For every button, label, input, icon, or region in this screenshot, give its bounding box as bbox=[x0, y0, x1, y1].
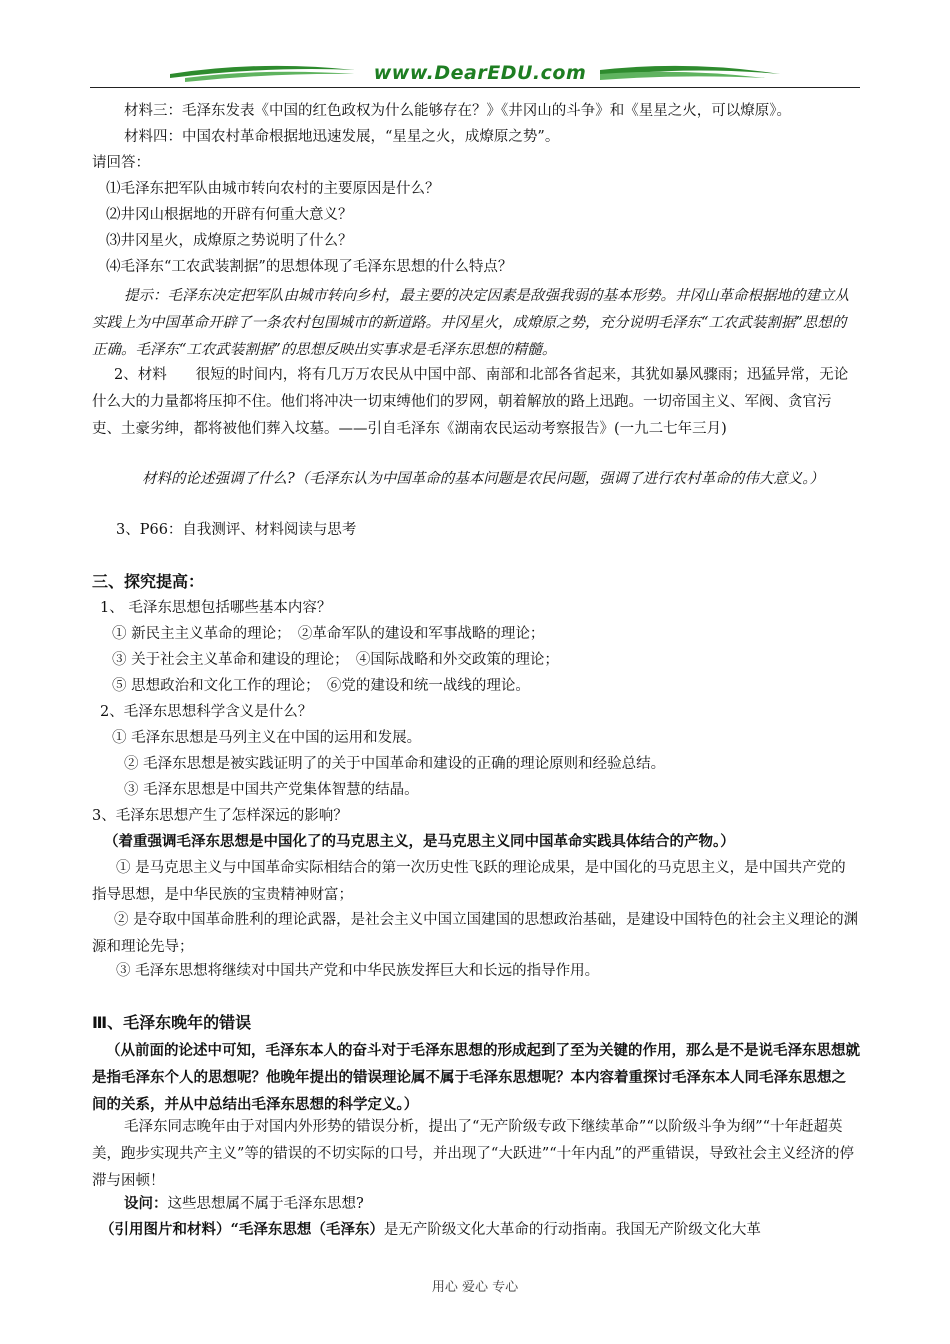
section-4-last-line bbox=[100, 1219, 761, 1241]
question-1: ⑴毛泽东把军队由城市转向农村的主要原因是什么？ bbox=[106, 181, 440, 197]
item-3: 3、P66：自我测评、材料阅读与思考 bbox=[116, 522, 357, 538]
page-footer: 用心 爱心 专心 bbox=[431, 1280, 519, 1295]
last-line-rest: 是无产阶级文化大革命的行动指南。我国无产阶级文化大革 bbox=[383, 1222, 761, 1238]
ask-label: 请回答： bbox=[92, 155, 150, 171]
s3-q1-line-2: ③ 关于社会主义革命和建设的理论； ④国际战略和外交政策的理论； bbox=[112, 652, 559, 668]
section-3-title: 三、探究提高： bbox=[92, 572, 205, 591]
s3-q1: 1、 毛泽东思想包括哪些基本内容？ bbox=[100, 600, 332, 616]
question-4: ⑷毛泽东“工农武装割据”的思想体现了毛泽东思想的什么特点？ bbox=[106, 259, 513, 275]
section-4-intro: （从前面的论述中可知，毛泽东本人的奋斗对于毛泽东思想的形成起到了至为关键的作用，那么是不是说毛泽东思想就是指毛泽东个人的思想呢？他晚年提出的错误理论属不属于毛泽东思想呢？本内容着重探讨毛泽东本人同毛泽东思想之间的关系，并从中总结出毛泽东思想的科学定义。） bbox=[92, 1042, 860, 1113]
last-line-bold: （引用图片和材料）“毛泽东思想（毛泽东） bbox=[100, 1221, 384, 1238]
header-rule bbox=[90, 87, 860, 88]
question-2: ⑵井冈山根据地的开辟有何重大意义？ bbox=[106, 207, 353, 223]
material-2-question: 材料的论述强调了什么?（毛泽东认为中国革命的基本问题是农民问题，强调了进行农村革命的伟大意义。） bbox=[142, 471, 825, 487]
s3-q2-line-3: ③ 毛泽东思想是中国共产党集体智慧的结晶。 bbox=[124, 782, 419, 798]
s3-q2-line-1: ① 毛泽东思想是马列主义在中国的运用和发展。 bbox=[112, 730, 422, 746]
s3-q1-line-3: ⑤ 思想政治和文化工作的理论； ⑥党的建设和统一战线的理论。 bbox=[112, 678, 530, 694]
material-3: 材料三：毛泽东发表《中国的红色政权为什么能够存在？》《井冈山的斗争》和《星星之火，可以燎原》。 bbox=[124, 103, 791, 119]
hint-paragraph: 提示：毛泽东决定把军队由城市转向乡村，最主要的决定因素是敌强我弱的基本形势。井冈山革命根据地的建立从实践上为中国革命开辟了一条农村包围城市的新道路。井冈星火，成燎原之势，充分说明毛泽东“工农武装割据”思想的正确。毛泽东“工农武装割据”的思想反映出实事求是毛泽东思想的精髓。 bbox=[92, 288, 849, 358]
section-4-ask bbox=[124, 1193, 364, 1215]
ask-prefix: 设问： bbox=[124, 1195, 168, 1212]
s3-q3-point-2: ② 是夺取中国革命胜利的理论武器，是社会主义中国立国建国的思想政治基础，是建设中国特色的社会主义理论的渊源和理论先导； bbox=[92, 912, 859, 955]
s3-q1-line-1: ① 新民主主义革命的理论； ②革命军队的建设和军事战略的理论； bbox=[112, 626, 545, 642]
section-4-title: Ⅲ、毛泽东晚年的错误 bbox=[92, 1013, 252, 1032]
s3-q3-point-3: ③ 毛泽东思想将继续对中国共产党和中华民族发挥巨大和长远的指导作用。 bbox=[116, 963, 600, 979]
s3-q2: 2、毛泽东思想科学含义是什么？ bbox=[100, 704, 313, 720]
s3-q3-point-1: ① 是马克思主义与中国革命实际相结合的第一次历史性飞跃的理论成果，是中国化的马克思主义，是中国共产党的指导思想，是中华民族的宝贵精神财富； bbox=[92, 860, 846, 903]
s3-q2-line-2: ② 毛泽东思想是被实践证明了的关于中国革命和建设的正确的理论原则和经验总结。 bbox=[124, 756, 666, 772]
s3-q3-emphasis: （着重强调毛泽东思想是中国化了的马克思主义，是马克思主义同中国革命实践具体结合的产物。） bbox=[104, 833, 735, 850]
brand-text[interactable]: www.DearEDU.com bbox=[373, 62, 587, 84]
question-3: ⑶井冈星火，成燎原之势说明了什么？ bbox=[106, 233, 353, 249]
material-2-paragraph: 2、材料 很短的时间内，将有几万万农民从中国中部、南部和北部各省起来，其犹如暴风骤雨；迅猛异常，无论什么大的力量都将压抑不住。他们将冲决一切束缚他们的罗网，朝着解放的路上迅跑。一切帝国主义、军阀、贪官污吏、土豪劣绅，都将被他们葬入坟墓。——引自毛泽东《湖南农民运动考察报告》(一九二七年三月) bbox=[92, 367, 849, 437]
material-4: 材料四：中国农村革命根据地迅速发展，“星星之火，成燎原之势”。 bbox=[124, 129, 560, 145]
s3-q3: 3、毛泽东思想产生了怎样深远的影响？ bbox=[92, 808, 348, 824]
ask-text: 这些思想属不属于毛泽东思想? bbox=[167, 1196, 364, 1212]
section-4-paragraph: 毛泽东同志晚年由于对国内外形势的错误分析，提出了“无产阶级专政下继续革命”“以阶级斗争为纲”“十年赶超英美，跑步实现共产主义”等的错误的不切实际的口号，并出现了“大跃进”“十年内乱”的严重错误，导致社会主义经济的停滞与困顿！ bbox=[92, 1119, 855, 1189]
